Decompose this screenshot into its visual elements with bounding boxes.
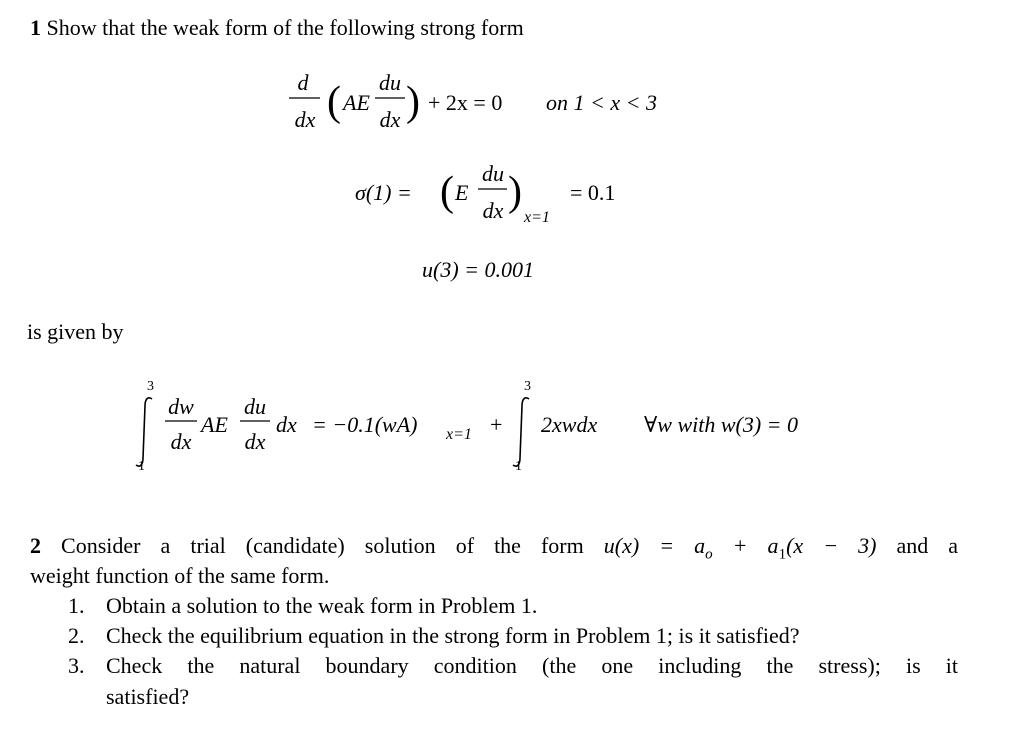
- eq3-text: u(3) = 0.001: [422, 257, 534, 282]
- equation-essential-bc: [422, 257, 534, 282]
- integral-sign-2: [513, 398, 529, 466]
- eq1-AE: AE: [343, 90, 370, 115]
- eq4-dw-denominator: dx: [170, 429, 192, 454]
- list-item-number: 3.: [68, 653, 85, 678]
- list-item-text: Check the natural boundary condition (the one including the stress); is it: [106, 653, 958, 678]
- eq1-paren-open: (: [327, 79, 341, 125]
- problem-2-line-2: weight function of the same form.: [30, 563, 330, 588]
- problem-1-number: 1: [30, 15, 41, 40]
- list-item-number: 2.: [68, 623, 85, 648]
- formula-u: u(x) = a: [603, 533, 706, 558]
- equation-natural-bc: [355, 161, 615, 226]
- eq1-d-numerator: d: [297, 70, 309, 95]
- eq4-du-denominator: dx: [244, 429, 266, 454]
- int1-lower-limit: 1: [138, 459, 145, 474]
- eq2-du-denominator: dx: [482, 198, 504, 223]
- integral-sign-1: [136, 398, 152, 466]
- given-by-text: is given by: [27, 319, 124, 344]
- eq4-plus: +: [490, 412, 503, 437]
- problem-2-text: Consider a trial (candidate) solution of the form: [61, 533, 584, 558]
- eq1-d-denominator: dx: [294, 107, 316, 132]
- equation-strong-form: [289, 70, 657, 132]
- problem-2-number: 2: [30, 533, 41, 558]
- eq2-paren-open: (: [440, 169, 454, 215]
- eq2-subscript: x=1: [524, 209, 550, 226]
- eq2-lhs: σ(1) =: [355, 180, 412, 205]
- eq4-equals: = −0.1(wA): [312, 412, 418, 437]
- int1-upper-limit: 3: [147, 379, 154, 394]
- int2-lower-limit: 1: [515, 459, 522, 474]
- formula-mid: + a: [712, 533, 779, 558]
- list-item-text: Obtain a solution to the weak form in Problem 1.: [106, 593, 538, 618]
- eq2-du-numerator: du: [482, 161, 504, 186]
- eq4-subscript: x=1: [446, 426, 472, 443]
- formula-sub-o: o: [705, 546, 713, 563]
- int2-upper-limit: 3: [524, 379, 531, 394]
- eq4-dw-numerator: dw: [168, 394, 194, 419]
- eq1-du-denominator: dx: [379, 107, 401, 132]
- eq1-du-numerator: du: [379, 70, 401, 95]
- problem-2-formula: [603, 533, 877, 563]
- eq4-integrand: 2xwdx: [541, 412, 598, 437]
- formula-sub-1: 1: [778, 546, 787, 563]
- eq2-E: E: [455, 180, 469, 205]
- eq1-paren-close: ): [406, 79, 420, 125]
- eq4-du-numerator: du: [244, 394, 266, 419]
- eq4-dx: dx: [276, 412, 297, 437]
- problem-2-text-after: and a: [896, 533, 959, 558]
- eq1-plus-2x: + 2x = 0: [428, 90, 503, 115]
- formula-end: (x − 3): [786, 533, 877, 558]
- list-item-continuation: satisfied?: [106, 684, 190, 709]
- equations-area: [0, 60, 1024, 480]
- list-item-number: 1.: [68, 593, 85, 618]
- list-item-text: Check the equilibrium equation in the strong form in Problem 1; is it satisfied?: [106, 623, 800, 648]
- eq4-AE: AE: [201, 412, 228, 437]
- equation-weak-form: [136, 379, 798, 474]
- eq2-rhs: = 0.1: [570, 180, 616, 205]
- eq2-paren-close: ): [508, 169, 522, 215]
- problem-1-statement: [30, 13, 524, 43]
- eq4-condition: ∀w with w(3) = 0: [644, 412, 799, 437]
- eq1-domain: on 1 < x < 3: [546, 90, 657, 115]
- problem-1-text: Show that the weak form of the following strong form: [46, 15, 524, 40]
